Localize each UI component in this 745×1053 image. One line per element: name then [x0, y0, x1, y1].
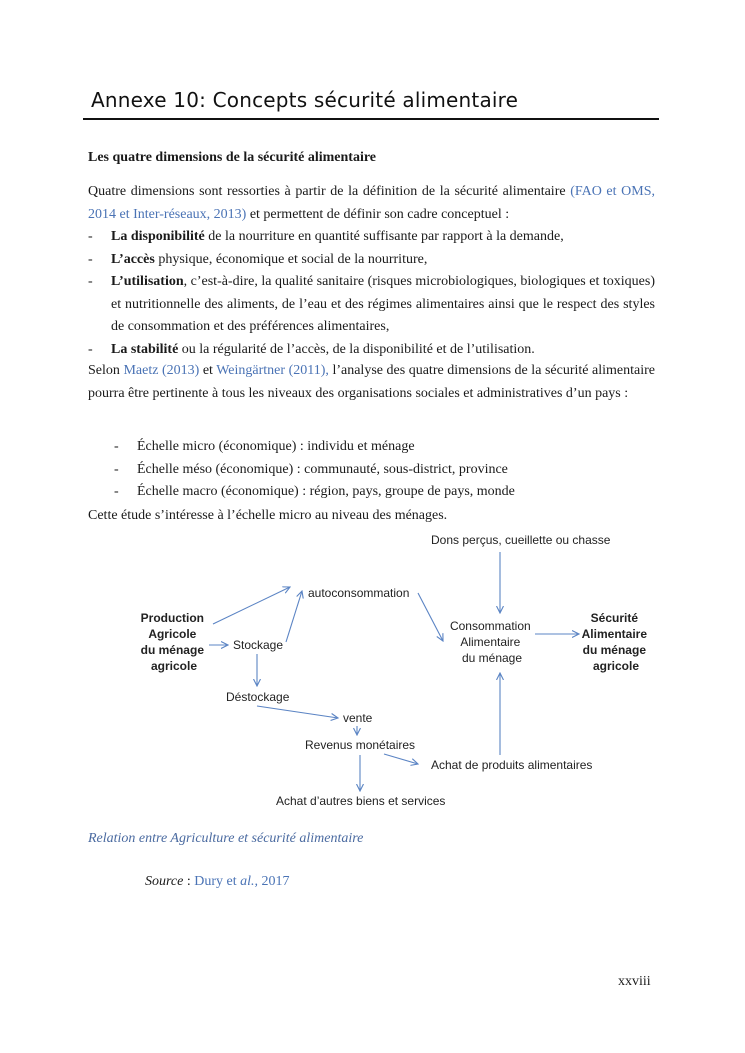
- production-label: [141, 611, 208, 673]
- source-label: Source: [145, 874, 184, 889]
- annex-title: Annexe 10: Concepts sécurité alimentaire: [91, 88, 519, 112]
- scale-text: Échelle méso (économique) : communauté, sous-district, province: [137, 461, 508, 477]
- intro-text-before: Quatre dimensions sont ressorties à partir de la définition de la sécurité alimentaire: [88, 184, 571, 199]
- section-heading: Les quatre dimensions de la sécurité alimentaire: [88, 150, 377, 165]
- consommation-line: Consommation: [449, 619, 531, 633]
- production-line: Agricole: [148, 627, 197, 641]
- dimension-term: La disponibilité: [111, 229, 205, 244]
- securite-line: agricole: [592, 659, 640, 673]
- dimension-text: de la nourriture en quantité suffisante par rapport à la demande,: [204, 229, 564, 244]
- source-etal: al.,: [240, 874, 259, 889]
- revenus-label: Revenus monétaires: [305, 738, 416, 752]
- selon-conj: et: [199, 363, 217, 378]
- dimension-term: L’utilisation: [111, 274, 184, 289]
- scale-text: Échelle macro (économique) : région, pays, groupe de pays, monde: [137, 484, 515, 499]
- destockage-label: Déstockage: [226, 690, 290, 704]
- stockage-label: Stockage: [233, 638, 284, 652]
- achat-autres-label: Achat d’autres biens et services: [276, 794, 446, 808]
- arrow-revenus-to-achat-produits: [384, 754, 418, 764]
- selon-word: Selon: [88, 363, 124, 378]
- bullet-dash: -: [88, 251, 93, 267]
- securite-label: [582, 611, 651, 673]
- bullet-dash: -: [114, 484, 119, 499]
- production-line: Production: [140, 611, 204, 625]
- maetz-citation-link[interactable]: Maetz (2013): [123, 363, 200, 378]
- weingartner-citation-link[interactable]: Weingärtner (2011),: [216, 363, 329, 378]
- consommation-line: du ménage: [461, 651, 523, 665]
- page-number: xxviii: [618, 974, 651, 989]
- arrow-autoconsommation-to-consommation: [418, 593, 443, 641]
- autoconsommation-label: autoconsommation: [308, 586, 410, 600]
- intro-citation-link[interactable]: (FAO et OMS, 2014 et Inter-réseaux, 2013): [88, 184, 655, 222]
- arrow-production-to-autoconsommation: [213, 587, 290, 624]
- source-year: 2017: [258, 874, 290, 889]
- securite-line: Alimentaire: [581, 627, 648, 641]
- source-citation-link[interactable]: [194, 874, 289, 889]
- study-note: Cette étude s’intéresse à l’échelle micro au niveau des ménages.: [88, 508, 448, 523]
- figure-source: [145, 874, 290, 890]
- securite-line: Sécurité: [590, 611, 639, 625]
- arrow-destockage-to-vente: [257, 706, 338, 718]
- arrow-stockage-to-autoconsommation: [286, 591, 302, 642]
- consommation-line: Alimentaire: [460, 635, 521, 649]
- production-line: agricole: [150, 659, 198, 673]
- consommation-label: [450, 619, 534, 665]
- dons-label: Dons perçus, cueillette ou chasse: [431, 533, 611, 547]
- bullet-dash: -: [114, 461, 119, 477]
- bullet-dash: -: [114, 439, 119, 454]
- dimension-term: L’accès: [111, 251, 155, 267]
- dimension-term: La stabilité: [111, 341, 179, 357]
- source-sep: :: [183, 874, 195, 889]
- dimension-text: ou la régularité de l’accès, de la disponibilité et de l’utilisation.: [178, 341, 535, 357]
- intro-text-after: et permettent de définir son cadre conceptuel :: [246, 206, 510, 222]
- source-author: Dury et: [194, 874, 241, 889]
- bullet-dash: -: [88, 229, 93, 244]
- securite-line: du ménage: [582, 643, 647, 657]
- selon-rest: l’analyse des quatre dimensions de la sécurité alimentaire pourra être pertinente à tous les niveaux des organisations sociales et administratives d’un pays :: [88, 363, 655, 401]
- bullet-dash: -: [88, 274, 93, 289]
- vente-label: vente: [343, 711, 373, 725]
- scale-text: Échelle micro (économique) : individu et ménage: [137, 439, 415, 454]
- dimension-text: , c’est-à-dire, la qualité sanitaire (risques microbiologiques, biologiques et toxiques) et nutritionnelle des aliments, de l’eau et des régimes alimentaires ainsi que le respect des styles de consommation et des préférences alimentaires,: [111, 274, 655, 334]
- dimension-text: physique, économique et social de la nourriture,: [154, 251, 428, 267]
- figure-caption: Relation entre Agriculture et sécurité alimentaire: [88, 831, 364, 846]
- bullet-dash: -: [88, 341, 93, 357]
- achat-produits-label: Achat de produits alimentaires: [431, 758, 593, 772]
- production-line: du ménage: [140, 643, 205, 657]
